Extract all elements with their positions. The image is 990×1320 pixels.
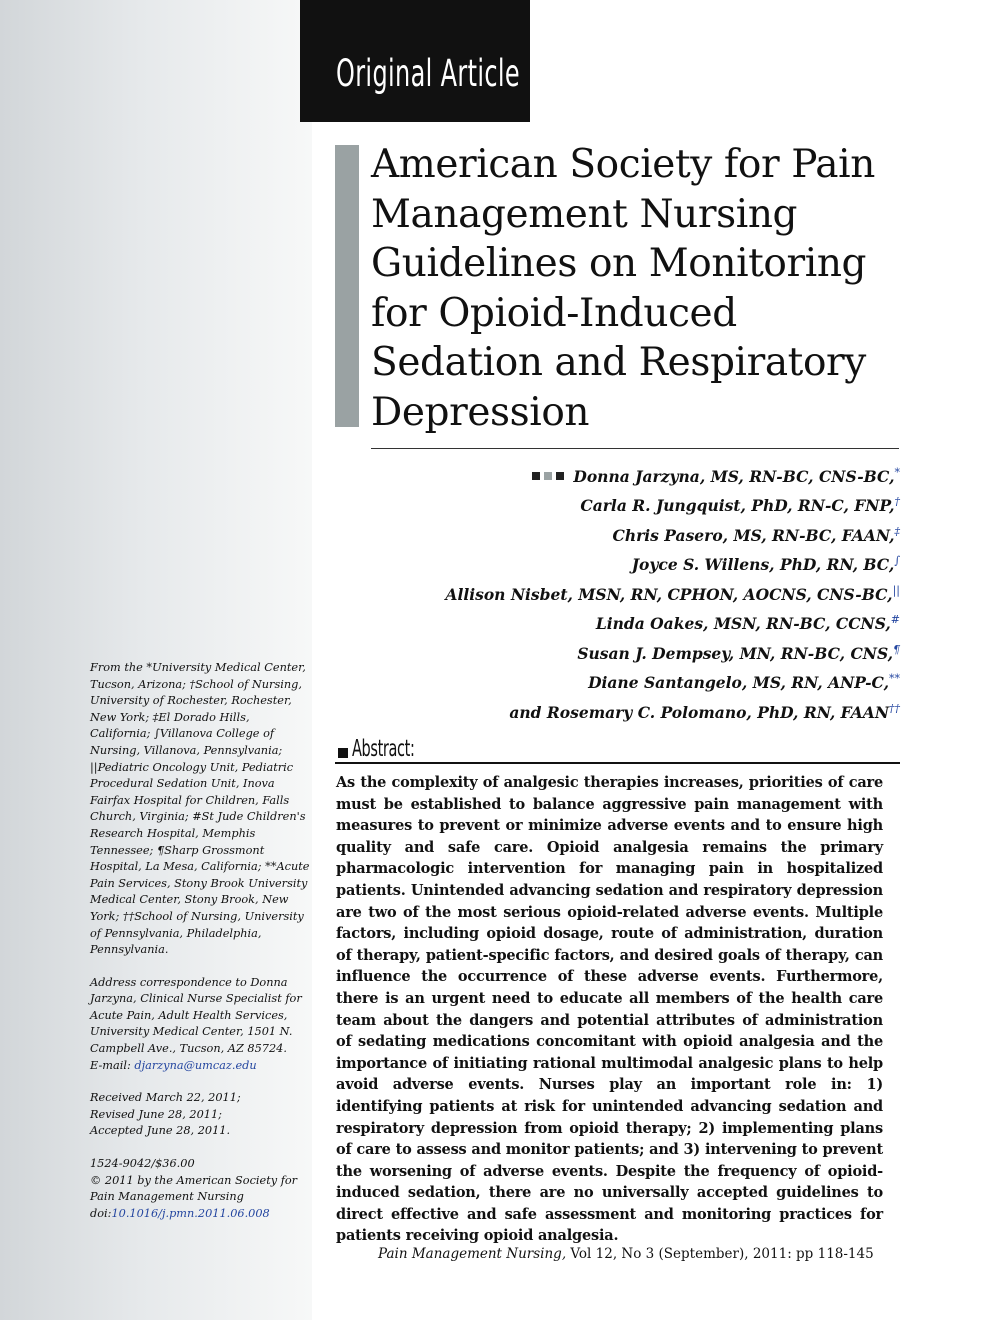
correspondence-address: Address correspondence to Donna Jarzyna, Clinical Nurse Specialist for Acute Pain, Adult Health Services, University Medical Center, 1501 N. Campbell Ave., Tucson, AZ 85724.	[90, 975, 302, 1056]
article-dates	[90, 1090, 312, 1140]
correspondence	[90, 975, 312, 1075]
author-affiliation-mark[interactable]: ||	[892, 583, 900, 597]
abstract-divider	[335, 762, 900, 764]
author-entry	[330, 607, 900, 636]
accepted-date: Accepted June 28, 2011.	[90, 1124, 231, 1138]
author-entry	[330, 489, 900, 518]
author-affiliation-mark[interactable]: ¶	[893, 642, 900, 656]
author-list	[330, 460, 900, 725]
sidebar-notes	[90, 660, 312, 1238]
affiliations: From the *University Medical Center, Tucson, Arizona; †School of Nursing, University of Rochester, Rochester, New York; ‡El Dorado Hills, California; ∫Villanova College of Nursing, Villanova, Pennsylvania; ||Pediatric Oncology Unit, Pediatric Procedural Sedation Unit, Inova Fairfax Hospital for Children, Falls Church, Virginia; #St Jude Children's Research Hospital, Memphis Tennessee; ¶Sharp Grossmont Hospital, La Mesa, California; **Acute Pain Services, Stony Brook University Medical Center, Stony Brook, New York; ††School of Nursing, University of Pennsylvania, Philadelphia, Pennsylvania.	[90, 661, 310, 957]
author-name: Susan J. Dempsey, MN, RN-BC, CNS,	[577, 643, 893, 663]
title-divider	[371, 448, 899, 449]
revised-date: Revised June 28, 2011;	[90, 1107, 222, 1121]
author-name: and Rosemary C. Polomano, PhD, RN, FAAN	[509, 702, 889, 722]
author-entry	[330, 637, 900, 666]
copyright: © 2011 by the American Society for Pain Management Nursing	[90, 1173, 298, 1204]
journal-citation	[378, 1246, 874, 1262]
email-link[interactable]: djarzyna@umcaz.edu	[134, 1058, 257, 1072]
abstract-text: As the complexity of analgesic therapies increases, priorities of care must be established to balance aggressive pain management with measures to prevent or minimize adverse events and to ensure high quality and safe care. Opioid analgesia remains the primary pharmacologic intervention for managing pain in hospitalized patients. Unintended advancing sedation and respiratory depression are two of the most serious opioid-related adverse events. Multiple factors, including opioid dosage, route of administration, duration of therapy, patient-specific factors, and desired goals of therapy, can influence the occurrence of these adverse events. Furthermore, there is an urgent need to educate all members of the health care team about the dangers and potential attributes of administration of sedating medications concomitant with opioid analgesia and the importance of initiating rational multimodal analgesic plans to help avoid adverse events. Nurses play an important role in: 1) identifying patients at risk for unintended advancing sedation and respiratory depression from opioid therapy; 2) implementing plans of care to assess and monitor patients; and 3) intervening to prevent the worsening of adverse events. Despite the frequency of opioid-induced sedation, there are no universally accepted guidelines to direct effective and safe assessment and monitoring practices for patients receiving opioid analgesia.	[336, 774, 883, 1245]
square-bullet-icon	[338, 748, 348, 758]
issn: 1524-9042/$36.00	[90, 1157, 195, 1171]
author-affiliation-mark[interactable]: *	[894, 466, 900, 479]
author-entry	[330, 548, 900, 577]
article-title: American Society for Pain Management Nursing Guidelines on Monitoring for Opioid-Induced Sedation and Respiratory Depression	[371, 142, 875, 435]
author-affiliation-mark[interactable]: †	[894, 495, 900, 509]
author-name: Donna Jarzyna, MS, RN-BC, CNS-BC,	[573, 467, 895, 487]
author-name: Chris Pasero, MS, RN-BC, FAAN,	[612, 526, 895, 546]
article-type-label: Original Article	[336, 52, 521, 95]
doi-link[interactable]: 10.1016/j.pmn.2011.06.008	[111, 1206, 270, 1220]
journal-name: Pain Management Nursing,	[378, 1246, 567, 1262]
author-entry	[330, 460, 900, 489]
author-name: Carla R. Jungquist, PhD, RN-C, FNP,	[580, 496, 895, 516]
author-name: Joyce S. Willens, PhD, RN, BC,	[631, 555, 895, 575]
received-date: Received March 22, 2011;	[90, 1091, 241, 1105]
author-name: Diane Santangelo, MS, RN, ANP-C,	[588, 673, 889, 693]
article-type-banner	[300, 0, 530, 122]
citation-details: Vol 12, No 3 (September), 2011: pp 118-145	[566, 1246, 874, 1262]
author-entry	[330, 666, 900, 695]
author-name: Allison Nisbet, MSN, RN, CPHON, AOCNS, CNS-BC,	[445, 584, 893, 604]
author-entry	[330, 696, 900, 725]
author-affiliation-mark[interactable]: ∫	[894, 554, 900, 568]
author-name: Linda Oakes, MSN, RN-BC, CCNS,	[595, 614, 891, 634]
square-bullet-icon	[556, 472, 564, 480]
author-entry	[330, 519, 900, 548]
doi-label: doi:	[90, 1206, 112, 1220]
square-bullet-icon	[544, 472, 552, 480]
publication-info	[90, 1156, 312, 1222]
author-affiliation-mark[interactable]: ‡	[894, 524, 900, 538]
square-bullet-icon	[532, 472, 540, 480]
author-entry	[330, 578, 900, 607]
title-accent-bar	[335, 145, 359, 427]
author-affiliation-mark[interactable]: ††	[889, 701, 900, 715]
email-label: E-mail:	[90, 1058, 131, 1072]
abstract-heading-label: Abstract:	[352, 736, 415, 762]
abstract-heading	[338, 736, 441, 762]
author-affiliation-mark[interactable]: #	[890, 613, 900, 627]
author-affiliation-mark[interactable]: **	[889, 672, 900, 686]
